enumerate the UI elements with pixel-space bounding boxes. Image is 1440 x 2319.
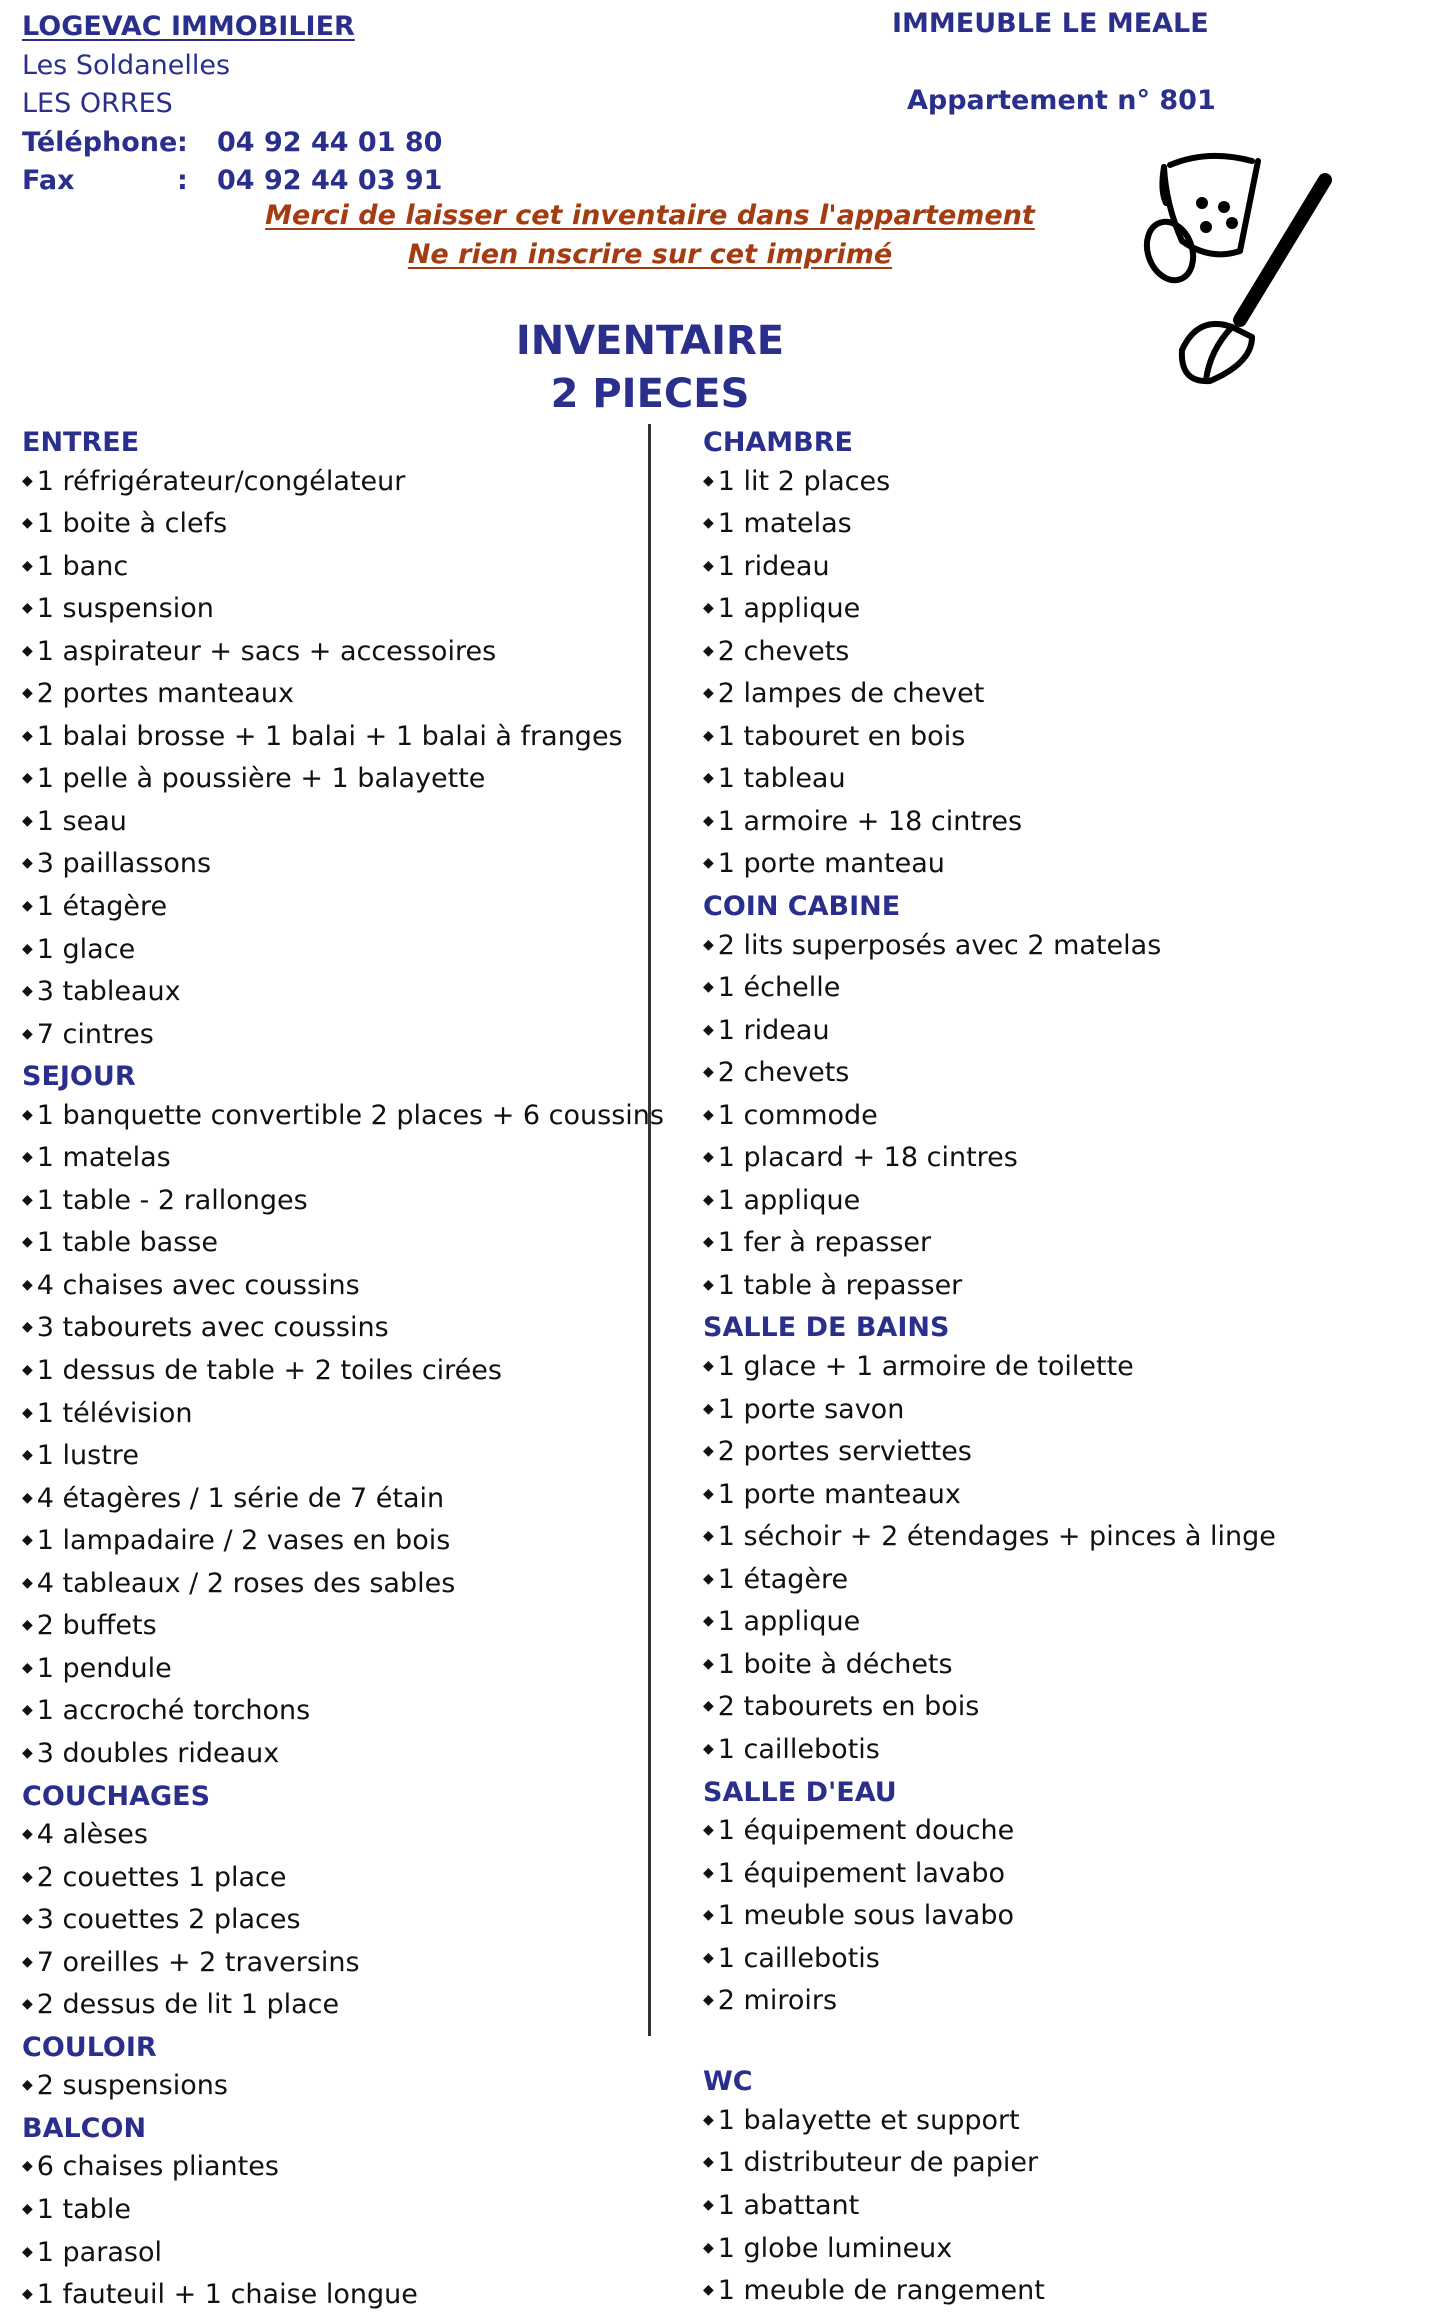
inventory-item: ◆ 3 couettes 2 places: [22, 1901, 664, 1944]
inventory-item: ◆ 1 accroché torchons: [22, 1692, 664, 1735]
inventory-item: ◆ 1 banquette convertible 2 places + 6 coussins: [22, 1097, 664, 1140]
inventory-item: ◆ 1 séchoir + 2 étendages + pinces à linge: [703, 1518, 1276, 1561]
inventory-item: ◆ 1 applique: [703, 590, 1276, 633]
building-block: [892, 8, 1216, 116]
section-spacer: [703, 2025, 1276, 2064]
inventory-item: ◆ 7 cintres: [22, 1016, 664, 1059]
inventory-item: ◆ 1 pelle à poussière + 1 balayette: [22, 760, 664, 803]
inventory-item: ◆ 2 dessus de lit 1 place: [22, 1986, 664, 2029]
inventory-item: ◆ 2 tabourets en bois: [703, 1688, 1276, 1731]
inventory-item: ◆ 3 doubles rideaux: [22, 1735, 664, 1778]
section-title-salle-de-bains: SALLE DE BAINS: [703, 1312, 950, 1344]
inventory-item: ◆ 1 parasol: [22, 2234, 664, 2277]
notice-do-not-write: Ne rien inscrire sur cet imprimé: [407, 239, 893, 270]
inventory-item: ◆ 1 glace: [22, 931, 664, 974]
inventory-item: ◆ 1 globe lumineux: [703, 2230, 1276, 2273]
inventory-item: ◆ 3 paillassons: [22, 845, 664, 888]
inventory-item: ◆ 1 banc: [22, 548, 664, 591]
inventory-item: ◆ 1 meuble sous lavabo: [703, 1897, 1276, 1940]
inventory-item: ◆ 1 abattant: [703, 2187, 1276, 2230]
inventory-item: ◆ 3 tabourets avec coussins: [22, 1309, 664, 1352]
inventory-item: ◆ 4 étagères / 1 série de 7 étain: [22, 1480, 664, 1523]
address-line-2: LES ORRES: [22, 88, 173, 119]
inventory-item: ◆ 4 chaises avec coussins: [22, 1267, 664, 1310]
section-title-entree: ENTREE: [22, 427, 140, 458]
notice-keep-inventory: Merci de laisser cet inventaire dans l'appartement: [265, 200, 1035, 231]
inventory-item: ◆ 1 balai brosse + 1 balai + 1 balai à franges: [22, 718, 664, 761]
section-title-couchages: COUCHAGES: [22, 1780, 211, 1812]
inventory-item: ◆ 1 applique: [703, 1603, 1276, 1646]
inventory-item: ◆ 1 boite à déchets: [703, 1646, 1276, 1689]
inventory-item: ◆ 1 caillebotis: [703, 1940, 1276, 1983]
section-title-chambre: CHAMBRE: [703, 427, 853, 458]
inventory-item: ◆ 1 balayette et support: [703, 2102, 1276, 2145]
inventory-item: ◆ 1 distributeur de papier: [703, 2144, 1276, 2187]
inventory-item: ◆ 1 table à repasser: [703, 1267, 1276, 1310]
inventory-item: ◆ 1 fer à repasser: [703, 1224, 1276, 1267]
inventory-item: ◆ 1 télévision: [22, 1395, 664, 1438]
section-title-couloir: COULOIR: [22, 2031, 157, 2063]
inventory-item: ◆ 1 matelas: [703, 505, 1276, 548]
inventory-item: ◆ 2 portes manteaux: [22, 675, 664, 718]
section-title-salle-d-eau: SALLE D'EAU: [703, 1776, 897, 1808]
fax-row: [22, 162, 442, 201]
inventory-item: ◆ 1 équipement douche: [703, 1812, 1276, 1855]
inventory-item: ◆ 2 lits superposés avec 2 matelas: [703, 927, 1276, 970]
inventory-item: ◆ 3 tableaux: [22, 973, 664, 1016]
phone-label: Téléphone: [22, 126, 178, 158]
inventory-item: ◆ 1 suspension: [22, 590, 664, 633]
inventory-item: ◆ 1 porte manteau: [703, 845, 1276, 888]
inventory-item: ◆ 1 fauteuil + 1 chaise longue: [22, 2276, 664, 2319]
fax-separator: :: [177, 165, 188, 196]
apartment-number: Appartement n° 801: [907, 85, 1216, 116]
inventory-item: ◆ 1 rideau: [703, 1012, 1276, 1055]
inventory-item: ◆ 7 oreilles + 2 traversins: [22, 1944, 664, 1987]
inventory-item: ◆ 4 alèses: [22, 1816, 664, 1859]
inventory-item: ◆ 1 aspirateur + sacs + accessoires: [22, 633, 664, 676]
inventory-item: ◆ 1 échelle: [703, 969, 1276, 1012]
inventory-item: ◆ 1 caillebotis: [703, 1731, 1276, 1774]
inventory-item: ◆ 2 lampes de chevet: [703, 675, 1276, 718]
phone-separator: :: [177, 126, 188, 158]
inventory-item: ◆ 2 portes serviettes: [703, 1433, 1276, 1476]
inventory-item: ◆ 1 équipement lavabo: [703, 1855, 1276, 1898]
inventory-item: ◆ 1 boite à clefs: [22, 505, 664, 548]
inventory-item: ◆ 1 lit 2 places: [703, 463, 1276, 506]
phone-number: 04 92 44 01 80: [217, 126, 443, 158]
inventory-item: ◆ 1 placard + 18 cintres: [703, 1139, 1276, 1182]
section-title-coin-cabine: COIN CABINE: [703, 891, 901, 923]
inventory-item: ◆ 1 table - 2 rallonges: [22, 1182, 664, 1225]
section-title-balcon: BALCON: [22, 2112, 147, 2144]
inventory-item: ◆ 1 réfrigérateur/congélateur: [22, 463, 664, 506]
document-title: INVENTAIRE: [515, 318, 785, 364]
inventory-item: ◆ 1 tableau: [703, 760, 1276, 803]
inventory-item: ◆ 2 miroirs: [703, 1982, 1276, 2025]
inventory-item: ◆ 6 chaises pliantes: [22, 2148, 664, 2191]
phone-row: [22, 124, 442, 163]
inventory-item: ◆ 1 étagère: [22, 888, 664, 931]
inventory-item: ◆ 1 porte savon: [703, 1391, 1276, 1434]
inventory-item: ◆ 2 buffets: [22, 1607, 664, 1650]
fax-number: 04 92 44 03 91: [217, 165, 443, 196]
document-subtitle: 2 PIECES: [550, 371, 750, 417]
company-name: LOGEVAC IMMOBILIER: [22, 11, 355, 42]
address-line-1: Les Soldanelles: [22, 49, 231, 81]
inventory-item: ◆ 1 rideau: [703, 548, 1276, 591]
right-column: [703, 424, 1276, 2315]
section-title-sejour: SEJOUR: [22, 1061, 136, 1093]
inventory-item: ◆ 1 porte manteaux: [703, 1476, 1276, 1519]
inventory-item: ◆ 2 suspensions: [22, 2067, 664, 2110]
inventory-item: ◆ 1 pendule: [22, 1650, 664, 1693]
inventory-item: ◆ 1 armoire + 18 cintres: [703, 803, 1276, 846]
inventory-item: ◆ 1 dessus de table + 2 toiles cirées: [22, 1352, 664, 1395]
agency-block: [22, 8, 442, 201]
inventory-item: ◆ 1 commode: [703, 1097, 1276, 1140]
inventory-item: ◆ 4 tableaux / 2 roses des sables: [22, 1565, 664, 1608]
inventory-item: ◆ 1 lustre: [22, 1437, 664, 1480]
fax-label: Fax: [22, 165, 75, 196]
left-column: [22, 424, 664, 2319]
inventory-item: ◆ 1 glace + 1 armoire de toilette: [703, 1348, 1276, 1391]
inventory-item: ◆ 2 chevets: [703, 1054, 1276, 1097]
inventory-item: ◆ 1 table basse: [22, 1224, 664, 1267]
inventory-item: ◆ 1 applique: [703, 1182, 1276, 1225]
inventory-item: ◆ 1 table: [22, 2191, 664, 2234]
building-name: IMMEUBLE LE MEALE: [892, 8, 1209, 39]
inventory-item: ◆ 1 étagère: [703, 1561, 1276, 1604]
inventory-item: ◆ 1 tabouret en bois: [703, 718, 1276, 761]
inventory-item: ◆ 1 matelas: [22, 1139, 664, 1182]
inventory-item: ◆ 2 couettes 1 place: [22, 1859, 664, 1902]
section-title-wc: WC: [703, 2066, 753, 2098]
inventory-item: ◆ 2 chevets: [703, 633, 1276, 676]
inventory-item: ◆ 1 seau: [22, 803, 664, 846]
inventory-item: ◆ 1 meuble de rangement: [703, 2272, 1276, 2315]
inventory-item: ◆ 1 lampadaire / 2 vases en bois: [22, 1522, 664, 1565]
